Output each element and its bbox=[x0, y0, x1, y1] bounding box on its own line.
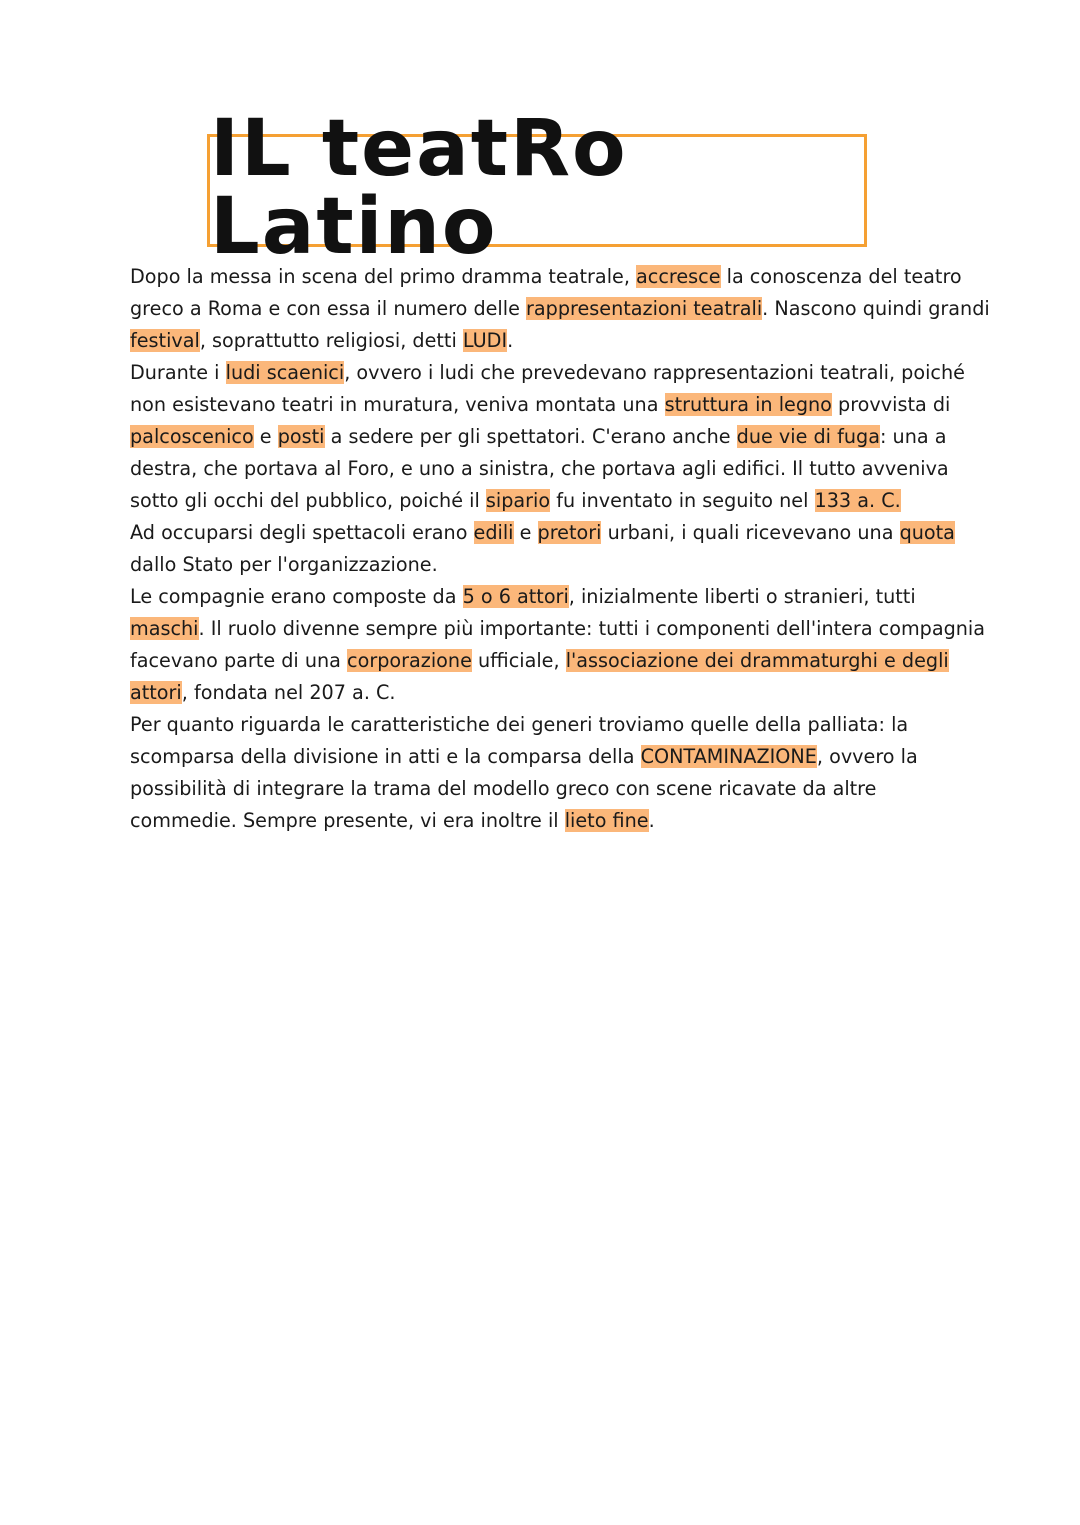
text-line bbox=[130, 741, 970, 773]
paragraph bbox=[130, 517, 970, 581]
highlighted-term: accresce bbox=[636, 265, 721, 288]
text-run: Le compagnie erano composte da bbox=[130, 585, 463, 608]
text-line bbox=[130, 293, 990, 325]
text-run: Per quanto riguarda le caratteristiche dei generi troviamo quelle della palliata: la bbox=[130, 713, 909, 736]
text-run: destra, che portava al Foro, e uno a sinistra, che portava agli edifici. Il tutto avveniva bbox=[130, 457, 949, 480]
highlighted-term: sipario bbox=[485, 489, 551, 512]
highlighted-term: pretori bbox=[537, 521, 602, 544]
text-run: urbani, i quali ricevevano una bbox=[601, 521, 900, 544]
text-run: . Nascono quindi grandi bbox=[762, 297, 990, 320]
paragraph bbox=[130, 581, 986, 709]
highlighted-term: lieto fine bbox=[564, 809, 649, 832]
highlighted-term: posti bbox=[277, 425, 325, 448]
page-title: IL teatRo Latino bbox=[210, 103, 628, 272]
text-run: commedie. Sempre presente, vi era inoltre il bbox=[130, 809, 565, 832]
text-run: . Il ruolo divenne sempre più importante: tutti i componenti dell'intera compagnia bbox=[198, 617, 986, 640]
highlighted-term: rappresentazioni teatrali bbox=[526, 297, 763, 320]
text-run: greco a Roma e con essa il numero delle bbox=[130, 297, 526, 320]
text-line bbox=[130, 677, 970, 709]
text-run: Durante i bbox=[130, 361, 226, 384]
highlighted-term: palcoscenico bbox=[130, 425, 254, 448]
text-run: , fondata nel 207 a. C. bbox=[181, 681, 396, 704]
text-line bbox=[130, 709, 970, 741]
text-line bbox=[130, 773, 970, 805]
highlighted-term: 5 o 6 attori bbox=[462, 585, 569, 608]
highlighted-term: ludi scaenici bbox=[225, 361, 345, 384]
text-run: possibilità di integrare la trama del modello greco con scene ricavate da altre bbox=[130, 777, 877, 800]
text-run: ufficiale, bbox=[471, 649, 566, 672]
text-line bbox=[130, 581, 970, 613]
text-line bbox=[130, 261, 970, 293]
highlighted-term: corporazione bbox=[347, 649, 472, 672]
highlighted-term: struttura in legno bbox=[664, 393, 832, 416]
highlighted-term: attori bbox=[130, 681, 182, 704]
text-line bbox=[130, 645, 970, 677]
text-run: . bbox=[648, 809, 655, 832]
text-run: la conoscenza del teatro bbox=[720, 265, 962, 288]
highlighted-term: l'associazione dei drammaturghi e degli bbox=[565, 649, 949, 672]
text-run: : una a bbox=[879, 425, 947, 448]
text-run: sotto gli occhi del pubblico, poiché il bbox=[130, 489, 486, 512]
paragraph bbox=[130, 709, 970, 837]
text-run: , ovvero la bbox=[816, 745, 918, 768]
text-run: Ad occuparsi degli spettacoli erano bbox=[130, 521, 474, 544]
text-line bbox=[130, 357, 970, 389]
text-run: provvista di bbox=[831, 393, 951, 416]
text-run: non esistevano teatri in muratura, veniva montata una bbox=[130, 393, 665, 416]
text-run: , soprattutto religiosi, detti bbox=[199, 329, 463, 352]
text-run: , inizialmente liberti o stranieri, tutti bbox=[568, 585, 916, 608]
highlighted-term: maschi bbox=[130, 617, 199, 640]
text-run: e bbox=[513, 521, 538, 544]
highlighted-term: festival bbox=[130, 329, 200, 352]
paragraph bbox=[130, 261, 990, 357]
highlighted-term: 133 a. C. bbox=[814, 489, 901, 512]
highlighted-term: quota bbox=[899, 521, 955, 544]
text-run: e bbox=[253, 425, 278, 448]
text-run: fu inventato in seguito nel bbox=[550, 489, 815, 512]
highlighted-term: CONTAMINAZIONE bbox=[640, 745, 817, 768]
text-line bbox=[130, 421, 970, 453]
text-line bbox=[130, 485, 970, 517]
highlighted-term: due vie di fuga bbox=[736, 425, 880, 448]
text-line bbox=[130, 453, 970, 485]
text-run: facevano parte di una bbox=[130, 649, 348, 672]
document-body bbox=[130, 261, 990, 837]
text-line bbox=[130, 325, 970, 357]
text-run: a sedere per gli spettatori. C'erano anche bbox=[324, 425, 737, 448]
highlighted-term: edili bbox=[473, 521, 514, 544]
text-run: , ovvero i ludi che prevedevano rappresentazioni teatrali, poiché bbox=[344, 361, 965, 384]
text-line bbox=[130, 517, 970, 549]
text-line bbox=[130, 549, 970, 581]
text-run: Dopo la messa in scena del primo dramma teatrale, bbox=[130, 265, 637, 288]
text-line bbox=[130, 389, 970, 421]
text-run: dallo Stato per l'organizzazione. bbox=[130, 553, 438, 576]
text-line bbox=[130, 805, 970, 837]
title-box bbox=[207, 103, 867, 272]
text-run: . bbox=[507, 329, 514, 352]
highlighted-term: LUDI bbox=[462, 329, 508, 352]
text-line bbox=[130, 613, 986, 645]
text-run: scomparsa della divisione in atti e la comparsa della bbox=[130, 745, 641, 768]
paragraph bbox=[130, 357, 970, 517]
